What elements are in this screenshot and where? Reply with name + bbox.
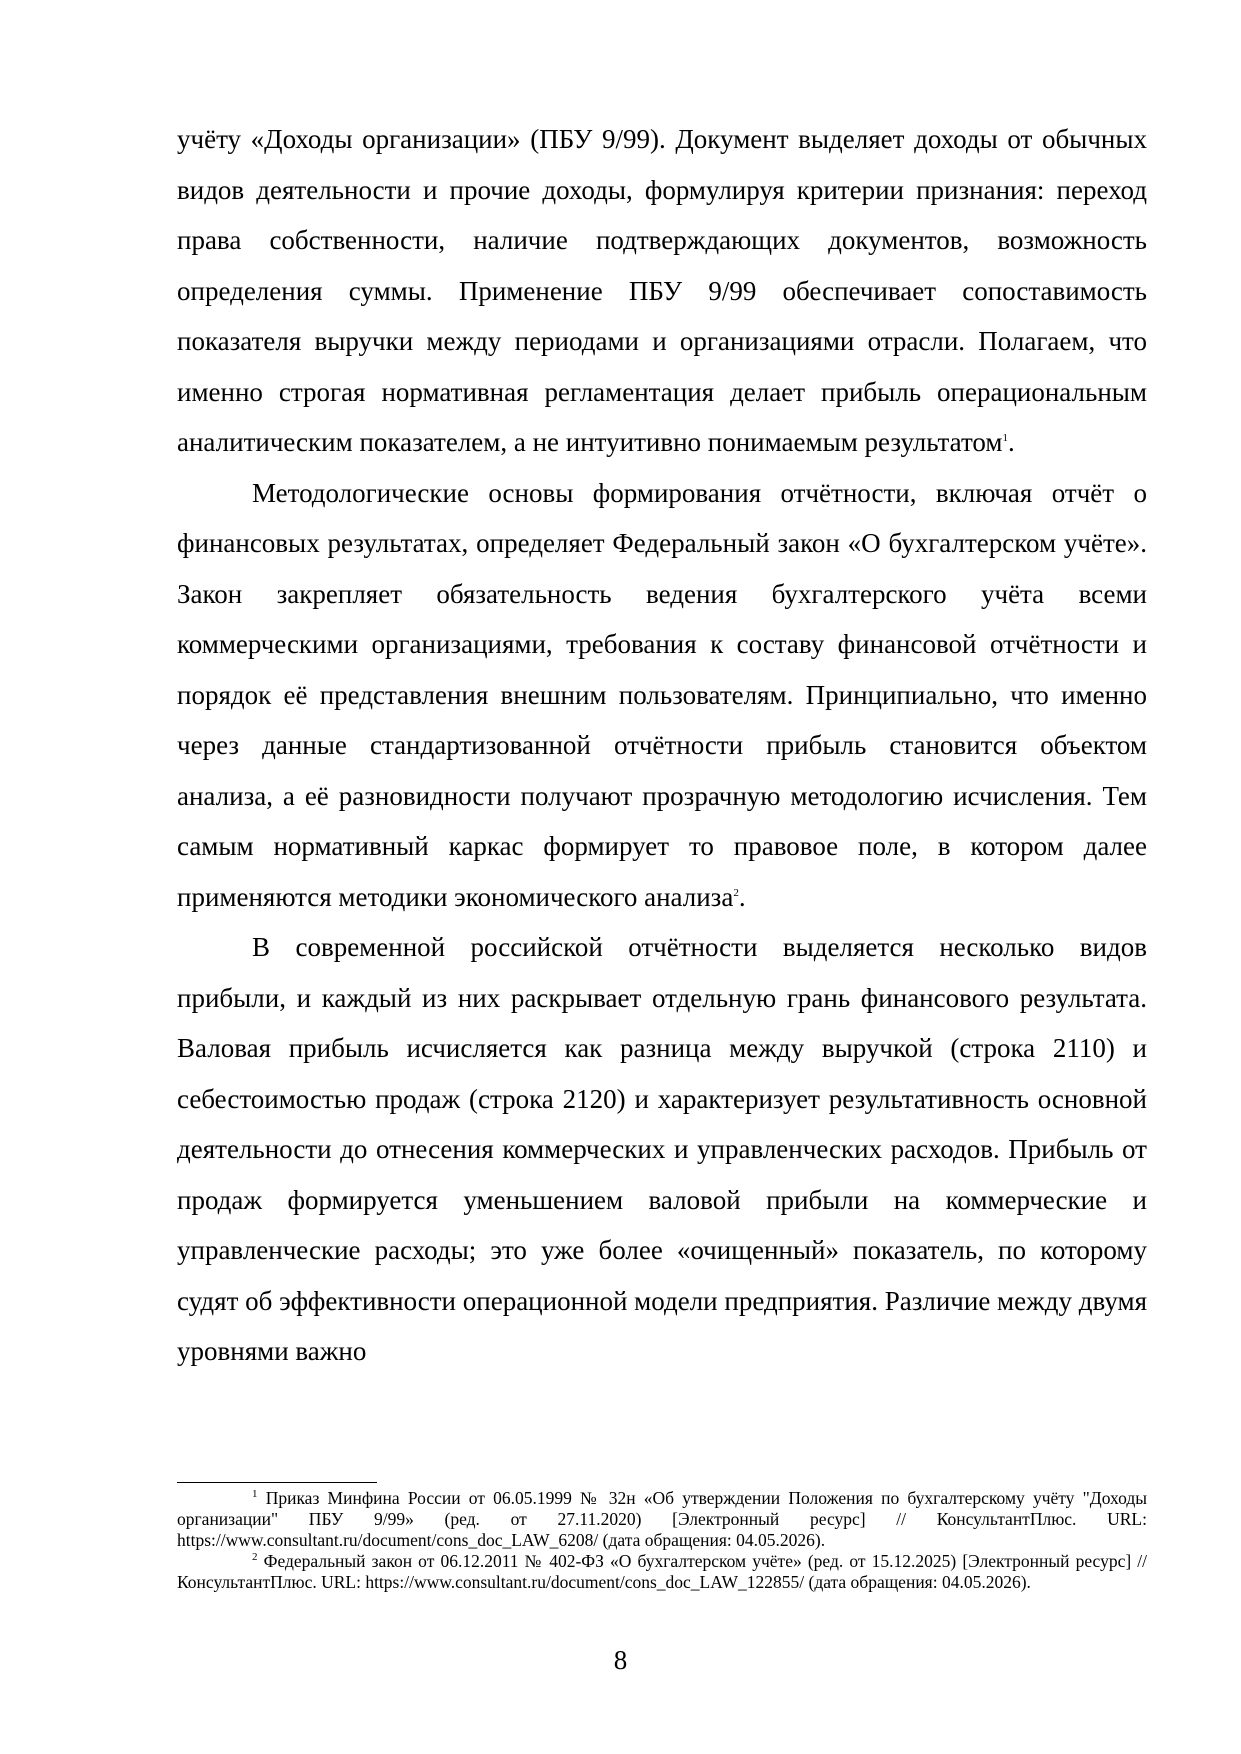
footnote-2: [177, 1551, 1147, 1593]
paragraph-2-text: Методологические основы формирования отчётности, включая отчёт о финансовых результатах, определяет Федеральный закон «О бухгалтерском учёте». Закон закрепляет обязательность ведения бухгалтерского учёта всеми коммерческими организациями, требования к составу финансовой отчётности и порядок её представления внешним пользователям. Принципиально, что именно через данные стандартизованной отчётности прибыль становится объектом анализа, а её разновидности получают прозрачную методологию исчисления. Тем самым нормативный каркас формирует то правовое поле, в котором далее применяются методики экономического анализа: [177, 477, 1147, 912]
footnote-ref-1[interactable]: 1: [1002, 432, 1008, 444]
footnote-ref-2[interactable]: 2: [733, 886, 739, 899]
footnote-2-mark: 2: [252, 1551, 258, 1564]
body-text: [177, 114, 1147, 1377]
paragraph-1: [177, 114, 1147, 468]
footnote-1-mark: 1: [252, 1488, 258, 1501]
paragraph-2-tail: .: [738, 881, 746, 912]
footnote-2-text: Федеральный закон от 06.12.2011 № 402-ФЗ «О бухгалтерском учёте» (ред. от 15.12.2025) [Электронный ресурс] // КонсультантПлюс. URL: https://www.consultant.ru/document/cons_doc_LAW_122855/ (дата обращения: 04.05.2026).: [177, 1551, 1148, 1592]
footnote-1: [177, 1488, 1147, 1551]
footnotes: [177, 1488, 1147, 1593]
paragraph-2: [177, 468, 1147, 923]
paragraph-1-text: учёту «Доходы организации» (ПБУ 9/99). Документ выделяет доходы от обычных видов деятельности и прочие доходы, формулируя критерии признания: переход права собственности, наличие подтверждающих документов, возможность определения суммы. Применение ПБУ 9/99 обеспечивает сопоставимость показателя выручки между периодами и организациями отрасли. Полагаем, что именно строгая нормативная регламентация делает прибыль операциональным аналитическим показателем, а не интуитивно понимаемым результатом: [177, 124, 1147, 457]
paragraph-3: [177, 922, 1147, 1377]
paragraph-3-text: В современной российской отчётности выделяется несколько видов прибыли, и каждый из них раскрывает отдельную грань финансового результата. Валовая прибыль исчисляется как разница между выручкой (строка 2110) и себестоимостью продаж (строка 2120) и характеризует результативность основной деятельности до отнесения коммерческих и управленческих расходов. Прибыль от продаж формируется уменьшением валовой прибыли на коммерческие и управленческие расходы; это уже более «очищенный» показатель, по которому судят об эффективности операционной модели предприятия. Различие между двумя уровнями важно: [177, 932, 1147, 1366]
footnote-1-text: Приказ Минфина России от 06.05.1999 № 32н «Об утверждении Положения по бухгалтерскому учёту "Доходы организации" ПБУ 9/99» (ред. от 27.11.2020) [Электронный ресурс] // КонсультантПлюс. URL: https://www.consultant.ru/document/cons_doc_LAW_6208/ (дата обращения: 04.05.2026).: [177, 1488, 1147, 1550]
paragraph-1-tail: .: [1007, 427, 1015, 457]
page-number: 8: [613, 1645, 628, 1675]
footnote-separator: [177, 1482, 377, 1483]
